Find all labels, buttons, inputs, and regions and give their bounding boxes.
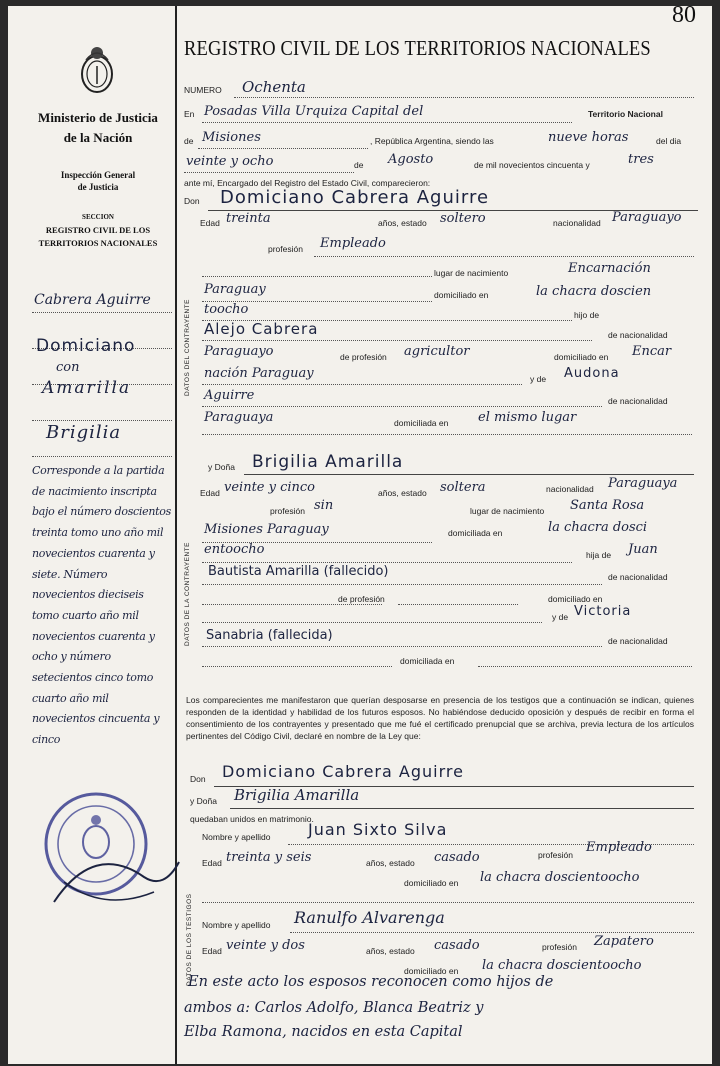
w1-edad-label: Edad [202,858,222,868]
groom-estado: soltero [440,211,486,226]
margin-note-text: Corresponde a la partida de nacimiento inscripta bajo el número doscientos treinta tomo uno año mil novecientos cuarenta y siete. Número novecientos dieciseis tomo cuarto año mil novecientos cuarenta y ocho y número setecientos cinco tomo cuarto año mil novecientos cincuenta y cinco [32,464,171,747]
official-seal-stamp [34,782,184,922]
w2-edad: veinte y dos [226,938,305,953]
bride-father-dom-label: domiciliado en [548,594,603,604]
groom-prof-label: profesión [268,244,303,254]
margin-name-0: Cabrera Aguirre [34,292,151,308]
groom-mother-dom: el mismo lugar [478,410,577,425]
w1-name: Juan Sixto Silva [308,820,448,839]
bride-dom-label: domiciliada en [448,528,503,538]
w2-anos-label: años, estado [366,946,415,956]
groom-domicilio: la chacra doscien [536,284,652,299]
w2-nombre-label: Nombre y apellido [202,920,271,930]
bride-y-de-label: y de [552,612,569,622]
bride-father: Juan [628,542,658,557]
groom-mother-nac: Paraguaya [204,410,274,425]
section-line2: REGISTRO CIVIL DE LOS [45,225,151,235]
bride-estado: soltera [440,480,486,495]
bride-nacionalidad: Paraguaya [608,476,678,491]
numero-label: NUMERO [184,85,222,95]
bride-lugar-label: lugar de nacimiento [470,506,545,516]
w1-dom-label: domiciliado en [404,878,459,888]
bride-mother-dom-label: domiciliada en [400,656,455,666]
decl-bride: Brigilia Amarilla [234,786,360,804]
margin-name-1: Domiciano [36,336,136,356]
decl-don-label: Don [190,774,206,784]
page-heading: REGISTRO CIVIL DE LOS TERRITORIOS NACIONALES [184,36,651,60]
groom-profesion: Empleado [320,236,386,251]
datos-contrayente-f-label: DATOS DE LA CONTRAYENTE [184,542,191,646]
republica-label: , República Argentina, siendo las [370,136,494,146]
groom-father-prof: agricultor [404,344,470,359]
groom-father-nac-label: de nacionalidad [608,330,668,340]
groom-hijo-label: hijo de [574,310,600,320]
bride-name: Brigilia Amarilla [252,452,404,472]
w1-nombre-label: Nombre y apellido [202,832,271,842]
groom-edad-label: Edad [200,218,220,228]
en-label: En [184,109,195,119]
margin-name-4: Brigilia [46,422,122,443]
numero-value: Ochenta [242,78,306,96]
datos-testigos-label: DATOS DE LOS TESTIGOS [186,893,193,986]
w1-profesion: Empleado [586,840,652,855]
territorio-label: Territorio Nacional [588,109,663,119]
bride-domicilio: la chacra dosci [548,520,648,535]
decl-dona-label: y Doña [190,796,217,806]
quedaban-label: quedaban unidos en matrimonio. [190,814,314,824]
del-dia-label: del dia [656,136,682,146]
de-label: de [184,136,194,146]
bride-lugar-nac2: Misiones Paraguay [204,522,329,537]
bride-profesion: sin [314,498,334,513]
datos-contrayente-label: DATOS DEL CONTRAYENTE [184,299,191,396]
w1-edad: treinta y seis [226,850,312,865]
de-mil-label: de mil novecientos cincuenta y [474,160,590,170]
mes-value: Agosto [388,152,434,167]
w2-domicilio: la chacra doscientoocho [482,958,642,973]
groom-mother: Audona [564,366,620,381]
bride-mother-nac-label: de nacionalidad [608,636,668,646]
groom-father: Alejo Cabrera [204,320,319,338]
groom-father-dom2: nación Paraguay [204,366,314,381]
section-line3: TERRITORIOS NACIONALES [38,238,158,248]
w2-dom-label: domiciliado en [404,966,459,976]
groom-anos-label: años, estado [378,218,427,228]
groom-father-nac: Paraguayo [204,344,274,359]
groom-edad: treinta [226,211,271,226]
groom-nacionalidad: Paraguayo [612,210,682,225]
groom-lugar-nac: Encarnación [568,261,651,276]
w1-estado: casado [434,850,480,865]
bride-edad: veinte y cinco [224,480,316,495]
legal-text: Los comparecientes me manifestaron que querían desposarse en presencia de los testigos que a continuación se indican, quienes responden de la identidad y habilidad de los futuros esposos. No habiéndose deducido oposición y después de recibir en forma el consentimiento de los contrayentes y presentado que me fué el certificado prenupcial que se archiva, previa lectura de los artículos pertinentes del Código Civil, declaré en nombre de la Ley que: [186,695,694,741]
bride-anos-label: años, estado [378,488,427,498]
territorio-value: Misiones [202,130,261,145]
bride-father2: Bautista Amarilla (fallecido) [208,564,389,579]
note-line1: En este acto los esposos reconocen como hijos de [188,974,554,990]
bride-domicilio2: entoocho [204,542,265,557]
groom-nac-label: nacionalidad [553,218,601,228]
groom-mother2: Aguirre [204,388,255,403]
groom-dom-label: domiciliado en [434,290,489,300]
w2-prof-label: profesión [542,942,577,952]
groom-lugar-nac2: Paraguay [204,282,266,297]
note-line2: ambos a: Carlos Adolfo, Blanca Beatriz y [184,1000,484,1016]
de2-label: de [354,160,364,170]
margin-name-2: con [56,360,80,375]
page-number: 80 [672,6,696,28]
don-label: Don [184,196,200,206]
groom-domicilio2: toocho [204,302,249,317]
groom-y-de-label: y de [530,374,547,384]
bride-father-prof-label: de profesión [338,594,385,604]
section-line1: SECCION [82,213,114,221]
y-dona-label: y Doña [208,462,235,472]
ante-mi-label: ante mí, Encargado del Registro del Estado Civil, comparecieron: [184,178,431,188]
ministry-line1: Ministerio de Justicia [38,110,158,125]
groom-father-prof-label: de profesión [340,352,387,362]
ministry-line2: de la Nación [63,130,133,145]
bride-father-nac-label: de nacionalidad [608,572,668,582]
bride-edad-label: Edad [200,488,220,498]
note-line3: Elba Ramona, nacidos en esta Capital [184,1024,463,1040]
w1-domicilio: la chacra doscientoocho [480,870,640,885]
bride-nac-label: nacionalidad [546,484,594,494]
bride-hija-label: hija de [586,550,612,560]
w1-prof-label: profesión [538,850,573,860]
decl-groom: Domiciano Cabrera Aguirre [222,762,464,781]
groom-mother-nac-label: de nacionalidad [608,396,668,406]
groom-name: Domiciano Cabrera Aguirre [220,187,490,208]
bride-mother2: Sanabria (fallecida) [206,628,333,643]
w2-name: Ranulfo Alvarenga [294,908,445,927]
groom-lugar-label: lugar de nacimiento [434,268,509,278]
w2-profesion: Zapatero [594,934,654,949]
groom-father-dom: Encar [632,344,672,359]
bride-prof-label: profesión [270,506,305,516]
margin-name-3: Amarilla [42,378,132,398]
inspection-line1: Inspección General [60,170,136,180]
bride-mother: Victoria [574,604,632,619]
horas-value: nueve horas [548,130,629,145]
dia-value: veinte y ocho [186,154,274,169]
groom-father-dom-label: domiciliado en [554,352,609,362]
w2-estado: casado [434,938,480,953]
register-page [8,6,712,1064]
w2-edad-label: Edad [202,946,222,956]
w1-anos-label: años, estado [366,858,415,868]
groom-mother-dom-label: domiciliada en [394,418,449,428]
inspection-line2: de Justicia [77,182,119,192]
anio-value: tres [628,152,654,167]
national-crest-icon [78,44,116,94]
lugar-value: Posadas Villa Urquiza Capital del [204,104,424,119]
bride-lugar-nac: Santa Rosa [570,498,645,513]
